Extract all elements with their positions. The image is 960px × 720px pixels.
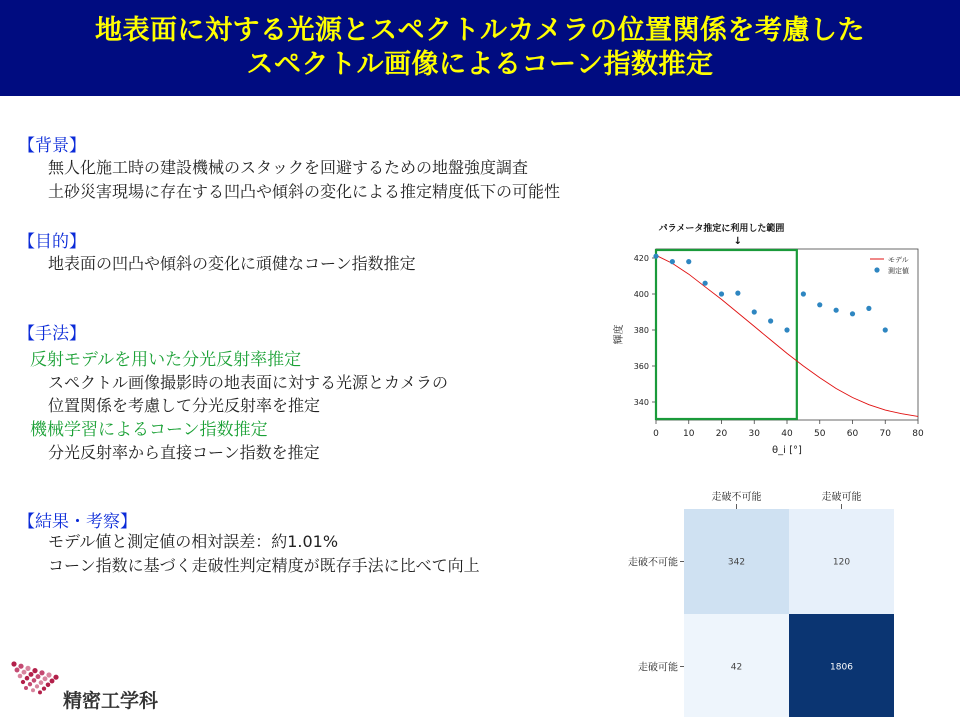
confusion-matrix-chart xyxy=(620,485,920,717)
background-line-2: 土砂災害現場に存在する凹凸や傾斜の変化による推定精度低下の可能性 xyxy=(48,182,561,201)
series-model-line xyxy=(656,255,918,416)
logo-dot-15 xyxy=(32,678,37,683)
logo-text: 精密工学科 xyxy=(63,690,159,712)
logo-dot-24 xyxy=(38,690,42,694)
purpose-line-1: 地表面の凹凸や傾斜の変化に頑健なコーン指数推定 xyxy=(48,254,416,273)
method-sub2-heading: 機械学習によるコーン指数推定 xyxy=(30,420,268,440)
logo-dot-9 xyxy=(29,672,34,677)
legend-measured-swatch xyxy=(874,267,879,272)
row-label-0: 走破不可能 xyxy=(628,557,678,569)
data-point-measured-1 xyxy=(670,259,675,264)
y-tick-label-3: 400 xyxy=(633,290,649,299)
heatmap-value-1-1: 1806 xyxy=(830,662,853,673)
data-point-measured-5 xyxy=(735,291,740,296)
y-tick-label-1: 360 xyxy=(633,362,649,371)
data-point-measured-3 xyxy=(703,281,708,286)
logo-dot-22 xyxy=(24,686,28,690)
title-banner xyxy=(0,0,960,96)
logo-dot-4 xyxy=(39,670,44,675)
purpose-heading: 【目的】 xyxy=(18,232,86,252)
logo-dot-2 xyxy=(25,666,30,671)
x-tick-label-5: 50 xyxy=(814,429,826,439)
y-axis-label: 輝度 xyxy=(614,324,625,345)
logo-dot-6 xyxy=(53,675,58,680)
results-line-1: モデル値と測定値の相対誤差：約1.01% xyxy=(48,532,339,551)
method-sub1-line-1: スペクトル画像撮影時の地表面に対する光源とカメラの xyxy=(48,373,449,392)
x-axis-label: θ_i [°] xyxy=(772,445,802,456)
x-tick-label-8: 80 xyxy=(912,429,924,439)
heatmap-value-0-1: 120 xyxy=(832,557,851,568)
logo-dot-3 xyxy=(32,668,37,673)
data-point-measured-9 xyxy=(801,291,806,296)
data-point-measured-6 xyxy=(752,309,757,314)
logo-dot-11 xyxy=(43,676,48,681)
x-tick-label-6: 60 xyxy=(846,429,859,439)
logo-dot-5 xyxy=(46,672,51,677)
data-point-measured-12 xyxy=(850,311,855,316)
logo-dot-14 xyxy=(25,676,30,681)
data-point-measured-14 xyxy=(883,327,888,332)
data-point-measured-10 xyxy=(817,302,822,307)
range-annotation: パラメータ推定に利用した範囲 xyxy=(658,224,785,234)
y-tick-label-0: 340 xyxy=(633,398,649,407)
data-point-measured-0 xyxy=(653,254,658,259)
logo-dot-7 xyxy=(15,668,20,673)
data-point-measured-2 xyxy=(686,259,691,264)
logo-dot-10 xyxy=(36,674,41,679)
data-point-measured-7 xyxy=(768,318,773,323)
range-annotation-arrow: ↓ xyxy=(733,236,743,247)
x-tick-label-0: 0 xyxy=(653,429,659,439)
row-label-1: 走破可能 xyxy=(638,662,678,674)
legend-model-label: モデル xyxy=(888,256,909,264)
logo-dot-16 xyxy=(39,680,44,685)
logo-dot-21 xyxy=(42,686,46,690)
method-sub1-line-2: 位置関係を考慮して分光反射率を推定 xyxy=(48,396,321,415)
title-line-1: 地表面に対する光源とスペクトルカメラの位置関係を考慮した xyxy=(95,15,865,46)
x-tick-label-4: 40 xyxy=(781,429,793,439)
x-tick-label-2: 20 xyxy=(715,429,728,439)
data-point-measured-13 xyxy=(866,306,871,311)
logo-dot-13 xyxy=(18,674,23,679)
col-label-0: 走破不可能 xyxy=(711,492,762,503)
logo-dot-20 xyxy=(35,684,39,688)
logo-dot-8 xyxy=(22,670,27,675)
logo-dot-17 xyxy=(46,683,51,688)
data-point-measured-4 xyxy=(719,291,724,296)
heatmap-value-1-0: 42 xyxy=(730,662,743,673)
data-point-measured-8 xyxy=(784,327,789,332)
y-tick-label-2: 380 xyxy=(633,326,649,335)
parameter-range-box xyxy=(656,250,797,419)
y-tick-label-4: 420 xyxy=(633,254,649,263)
method-heading: 【手法】 xyxy=(18,324,86,344)
luminance-angle-chart xyxy=(612,215,942,460)
logo-dot-23 xyxy=(31,688,35,692)
logo-dot-12 xyxy=(50,679,55,684)
plot-frame xyxy=(656,249,918,420)
method-sub2-line-1: 分光反射率から直接コーン指数を推定 xyxy=(48,443,320,462)
logo-dot-19 xyxy=(28,682,32,686)
x-tick-label-7: 70 xyxy=(879,429,891,439)
x-tick-label-3: 30 xyxy=(748,429,760,439)
logo-dot-0 xyxy=(11,661,16,666)
x-tick-label-1: 10 xyxy=(683,429,695,439)
col-label-1: 走破可能 xyxy=(821,492,862,503)
heatmap-value-0-0: 342 xyxy=(727,557,746,568)
background-line-1: 無人化施工時の建設機械のスタックを回避するための地盤強度調査 xyxy=(48,158,529,177)
logo-dot-18 xyxy=(21,680,25,684)
data-point-measured-11 xyxy=(834,308,839,313)
title-line-2: スペクトル画像によるコーン指数推定 xyxy=(246,49,714,80)
background-heading: 【背景】 xyxy=(18,136,86,156)
results-heading: 【結果・考察】 xyxy=(18,512,137,532)
legend-measured-label: 測定値 xyxy=(888,267,909,275)
method-sub1-heading: 反射モデルを用いた分光反射率推定 xyxy=(30,350,302,370)
logo-dot-1 xyxy=(18,664,23,669)
results-line-2: コーン指数に基づく走破性判定精度が既存手法に比べて向上 xyxy=(48,556,480,575)
